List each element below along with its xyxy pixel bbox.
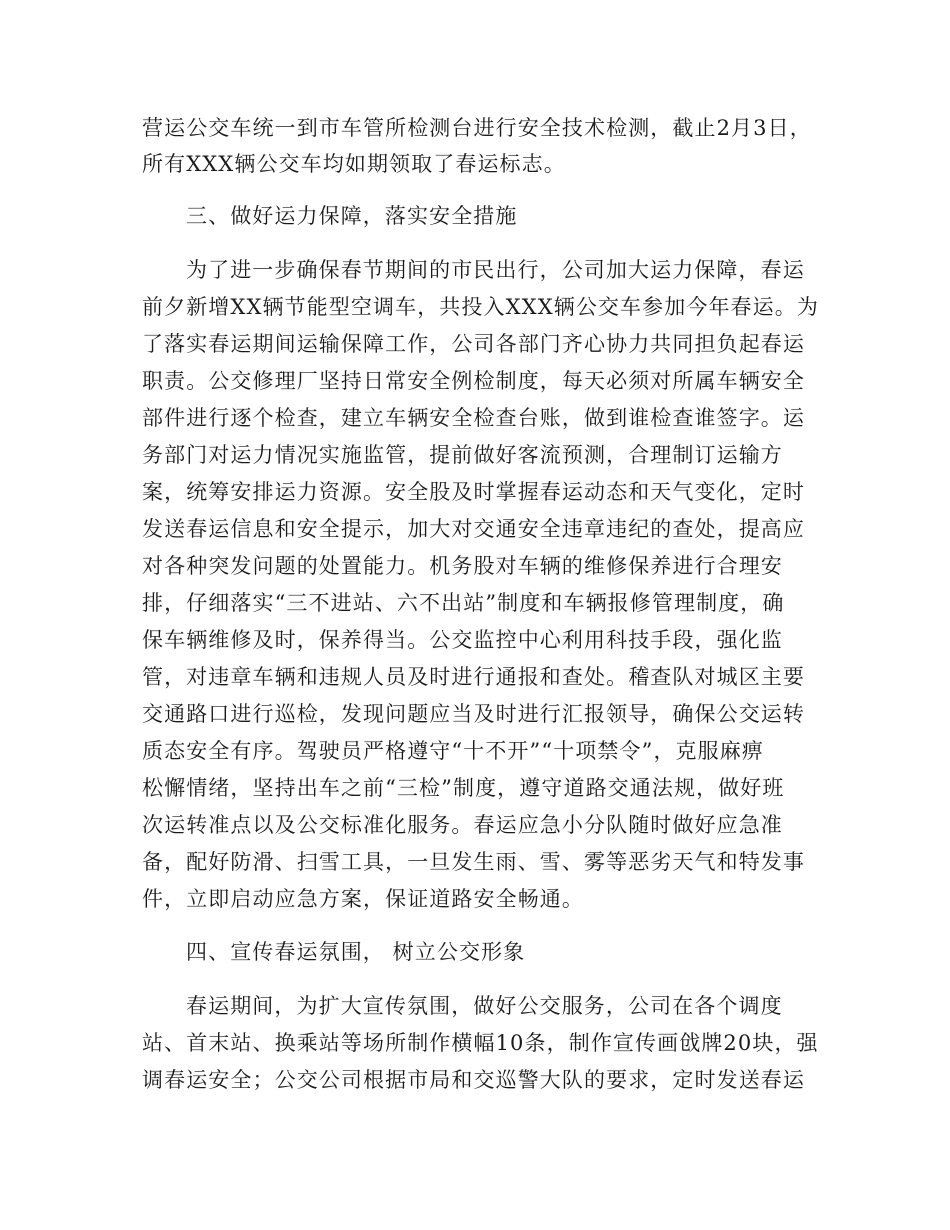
body-text-line: 务部门对运力情况实施监管，提前做好客流预测，合理制订运输方 (142, 443, 783, 467)
body-text-line: 春运期间，为扩大宣传氛围，做好公交服务，公司在各个调度 (186, 994, 783, 1018)
body-text-line: 对各种突发问题的处置能力。机务股对车辆的维修保养进行合理安 (142, 554, 783, 578)
body-text-line: 职责。公交修理厂坚持日常安全例检制度，每天必须对所属车辆安全 (142, 369, 805, 393)
body-text-line: 交通路口进行巡检，发现问题应当及时进行汇报领导，确保公交运转 (142, 702, 805, 726)
body-text-line: 调春运安全；公交公司根据市局和交巡警大队的要求，定时发送春运 (142, 1068, 805, 1092)
body-text-line: 为了进一步确保春节期间的市民出行，公司加大运力保障，春运 (186, 258, 805, 282)
body-text-line: 备，配好防滑、扫雪工具，一旦发生雨、雪、雾等恶劣天气和特发事 (142, 850, 805, 874)
body-text-line: 次运转准点以及公交标准化服务。春运应急小分队随时做好应急准 (142, 813, 783, 837)
body-text-line: 质态安全有序。驾驶员严格遵守“十不开”“十项禁令”，克服麻痹 (142, 739, 764, 763)
body-text-line: 松懈情绪，坚持出车之前“三检”制度，遵守道路交通法规，做好班 (142, 776, 785, 800)
body-text-line: 所有XXX辆公交车均如期领取了春运标志。 (142, 152, 566, 176)
section-heading: 三、做好运力保障，落实安全措施 (186, 204, 518, 228)
body-text-line: 营运公交车统一到市车管所检测台进行安全技术检测，截止2月3日， (142, 116, 812, 140)
body-text-line: 排，仔细落实“三不进站、六不出站”制度和车辆报修管理制度，确 (142, 591, 785, 615)
body-text-line: 了落实春运期间运输保障工作，公司各部门齐心协力共同担负起春运 (142, 332, 805, 356)
body-text-line: 件，立即启动应急方案，保证道路安全畅通。 (142, 887, 584, 911)
body-text-line: 发送春运信息和安全提示，加大对交通安全违章违纪的查处，提高应 (142, 517, 805, 541)
section-heading: 四、宣传春运氛围， 树立公交形象 (186, 940, 526, 964)
body-text-line: 部件进行逐个检查，建立车辆安全检查台账，做到谁检查谁签字。运 (142, 406, 805, 430)
body-text-line: 站、首末站、换乘站等场所制作横幅10条，制作宣传画戗牌20块，强 (142, 1031, 819, 1055)
body-text-line: 前夕新增XX辆节能型空调车，共投入XXX辆公交车参加今年春运。为 (142, 295, 819, 319)
body-text-line: 管，对违章车辆和违规人员及时进行通报和查处。稽查队对城区主要 (142, 665, 805, 689)
body-text-line: 保车辆维修及时，保养得当。公交监控中心利用科技手段，强化监 (142, 628, 783, 652)
body-text-line: 案，统筹安排运力资源。安全股及时掌握春运动态和天气变化，定时 (142, 480, 805, 504)
